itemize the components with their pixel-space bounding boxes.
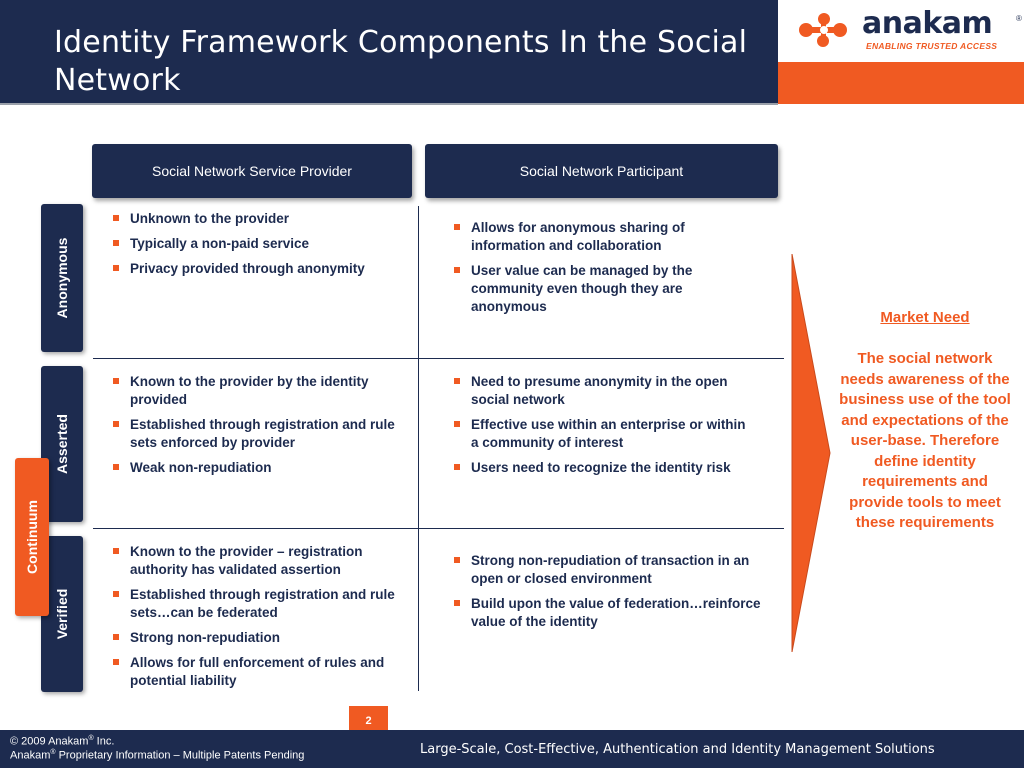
- list-item-text: Effective use within an enterprise or within a community of interest: [471, 417, 746, 450]
- slide-title: Identity Framework Components In the Social Network: [54, 25, 748, 98]
- list-item: [452, 552, 762, 588]
- list-item: [111, 654, 411, 690]
- bullet-square-icon: [454, 421, 460, 427]
- continuum-label: [15, 458, 49, 616]
- market-need-title: Market Need: [880, 309, 970, 326]
- list-item-text: Known to the provider by the identity provided: [130, 374, 369, 407]
- cell-anonymous-participant: [452, 219, 752, 323]
- bullet-list: [452, 552, 762, 631]
- orange-accent-bar: [778, 62, 1024, 104]
- list-item-text: Allows for anonymous sharing of information and collaboration: [471, 220, 685, 253]
- bullet-square-icon: [454, 557, 460, 563]
- column-divider: [418, 206, 419, 358]
- bullet-square-icon: [454, 378, 460, 384]
- list-item-text: Established through registration and rule sets enforced by provider: [130, 417, 395, 450]
- row-label-anonymous-text: Anonymous: [54, 237, 70, 319]
- list-item: [452, 219, 752, 255]
- bullet-square-icon: [113, 421, 119, 427]
- market-need-body: The social network needs awareness of the business use of the tool and expectations of the user-base. Therefore define identity requirements and provide tools to meet these requirements: [839, 350, 1011, 531]
- list-item: [111, 235, 411, 253]
- bullet-square-icon: [113, 634, 119, 640]
- list-item-text: Strong non-repudiation of transaction in an open or closed environment: [471, 553, 750, 586]
- list-item: [111, 210, 411, 228]
- list-item-text: Strong non-repudiation: [130, 630, 280, 645]
- list-item: [452, 262, 752, 316]
- registered-mark: ®: [50, 749, 56, 756]
- list-item: [111, 629, 411, 647]
- bullet-list: [111, 373, 411, 477]
- continuum-label-text: Continuum: [24, 500, 40, 574]
- logo-wordmark: anakam: [862, 6, 993, 41]
- list-item: [111, 260, 411, 278]
- list-item: [111, 373, 411, 409]
- column-header-provider-label: Social Network Service Provider: [152, 163, 352, 179]
- list-item: [452, 459, 752, 477]
- row-label-anonymous: [41, 204, 83, 352]
- bullet-square-icon: [113, 548, 119, 554]
- row-divider: [93, 528, 784, 529]
- list-item: [111, 586, 411, 622]
- bullet-square-icon: [454, 464, 460, 470]
- cell-verified-provider: [111, 543, 411, 697]
- chevron-right-arrow-icon: [788, 254, 832, 652]
- footer-tagline: Large-Scale, Cost-Effective, Authentication and Identity Management Solutions: [420, 742, 935, 757]
- column-header-participant-label: Social Network Participant: [519, 163, 684, 179]
- cell-asserted-provider: [111, 373, 411, 484]
- list-item: [452, 595, 762, 631]
- logo-registered-mark: ®: [1016, 14, 1022, 23]
- bullet-list: [452, 373, 752, 477]
- cell-verified-participant: [452, 552, 762, 638]
- row-label-asserted-text: Asserted: [54, 414, 70, 474]
- list-item: [111, 416, 411, 452]
- list-item-text: Privacy provided through anonymity: [130, 261, 365, 276]
- list-item-text: Known to the provider – registration authority has validated assertion: [130, 544, 363, 577]
- list-item-text: Weak non-repudiation: [130, 460, 272, 475]
- list-item-text: Build upon the value of federation…reinforce value of the identity: [471, 596, 761, 629]
- footer-copyright-text: © 2009 Anakam: [10, 735, 89, 748]
- footer-proprietary-brand: Anakam: [10, 749, 51, 762]
- list-item: [452, 416, 752, 452]
- footer-proprietary-text: Proprietary Information – Multiple Patents Pending: [55, 749, 305, 762]
- list-item-text: Allows for full enforcement of rules and potential liability: [130, 655, 385, 688]
- row-label-verified-text: Verified: [54, 588, 70, 640]
- list-item: [111, 459, 411, 477]
- footer-proprietary: [10, 749, 304, 762]
- list-item-text: Need to presume anonymity in the open social network: [471, 374, 728, 407]
- bullet-square-icon: [113, 591, 119, 597]
- bullet-square-icon: [113, 659, 119, 665]
- registered-mark: ®: [88, 735, 94, 742]
- list-item-text: Established through registration and rule sets…can be federated: [130, 587, 395, 620]
- column-header-provider: [92, 144, 412, 198]
- bullet-square-icon: [113, 378, 119, 384]
- page-number: 2: [349, 706, 388, 742]
- column-divider: [418, 359, 419, 528]
- bullet-square-icon: [113, 240, 119, 246]
- footer-copyright-suffix: Inc.: [93, 735, 115, 748]
- header-divider: [0, 103, 778, 105]
- footer-copyright: [10, 735, 114, 748]
- bullet-square-icon: [113, 464, 119, 470]
- bullet-square-icon: [454, 600, 460, 606]
- list-item: [452, 373, 752, 409]
- column-header-participant: [425, 144, 778, 198]
- cell-anonymous-provider: [111, 210, 411, 285]
- bullet-list: [111, 543, 411, 690]
- cell-asserted-participant: [452, 373, 752, 484]
- list-item-text: Typically a non-paid service: [130, 236, 310, 251]
- bullet-list: [452, 219, 752, 316]
- list-item-text: Unknown to the provider: [130, 211, 290, 226]
- column-divider: [418, 529, 419, 691]
- bullet-square-icon: [113, 215, 119, 221]
- logo-tagline: ENABLING TRUSTED ACCESS: [866, 41, 998, 51]
- list-item-text: User value can be managed by the community even though they are anonymous: [471, 263, 693, 314]
- bullet-square-icon: [454, 224, 460, 230]
- bullet-square-icon: [113, 265, 119, 271]
- bullet-list: [111, 210, 411, 278]
- row-divider: [93, 358, 784, 359]
- list-item-text: Users need to recognize the identity risk: [471, 460, 731, 475]
- list-item: [111, 543, 411, 579]
- bullet-square-icon: [454, 267, 460, 273]
